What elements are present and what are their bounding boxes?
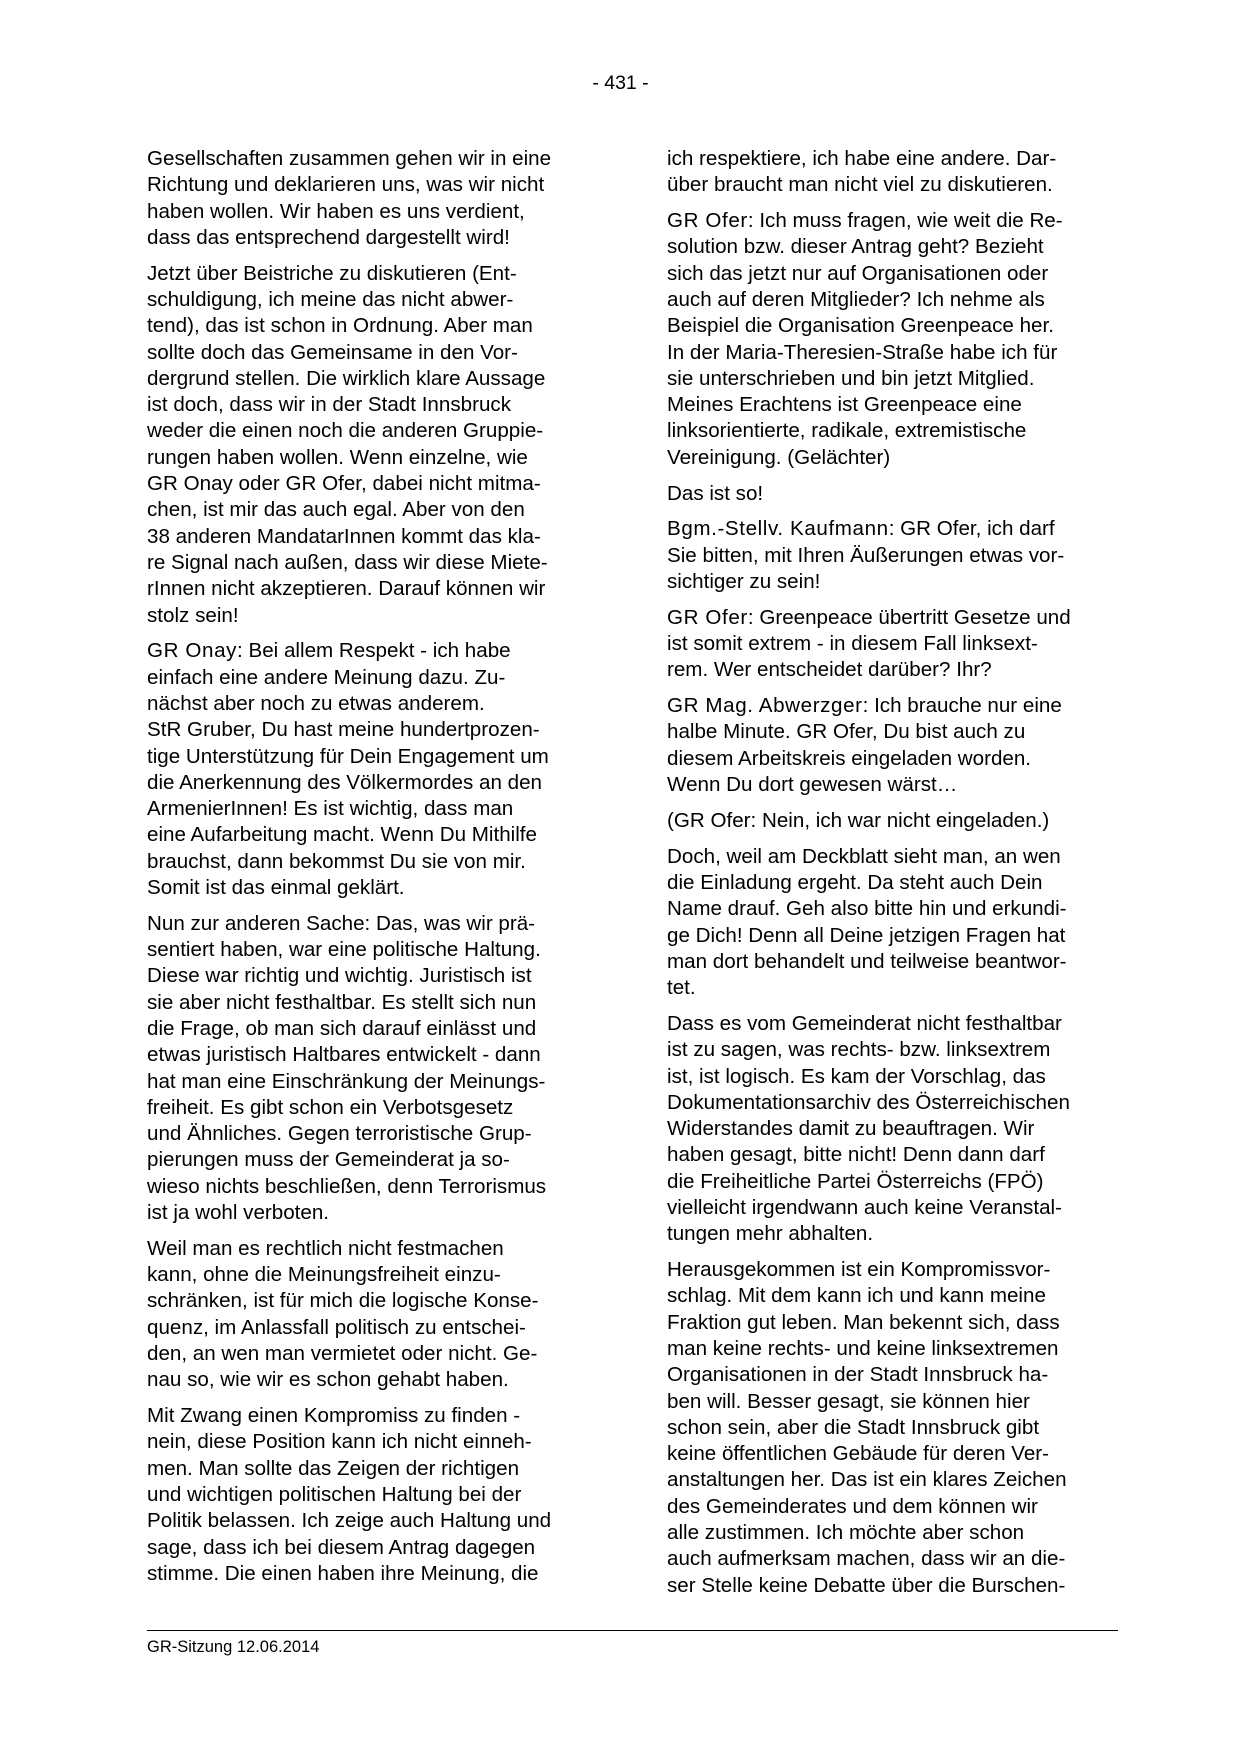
speech-text: : GR Ofer, ich darf Sie bitten, mit Ihren Äußerungen etwas vor- sichtiger zu sein! <box>667 517 1065 593</box>
speaker-paragraph <box>667 516 1119 595</box>
paragraph: Gesellschaften zusammen gehen wir in eine Richtung und deklarieren uns, was wir nicht haben wollen. Wir haben es uns verdient, dass das entsprechend dargestellt wird! <box>147 147 552 249</box>
speaker-paragraph <box>667 605 1119 684</box>
speech-text: : Bei allem Respekt - ich habe einfach eine andere Meinung dazu. Zu- nächst aber noch zu etwas anderem. StR Gruber, Du hast meine hundertprozen- tige Unterstützung für Dein Engagement um die Anerkennung des Völkermordes an den ArmenierInnen! Es ist wichtig, dass man eine Aufarbeitung macht. Wenn Du Mithilfe brauchst, dann bekommst Du sie von mir. Somit ist das einmal geklärt. <box>147 639 549 900</box>
paragraph: Jetzt über Beistriche zu diskutieren (Ent- schuldigung, ich meine das nicht abwer- tend), das ist schon in Ordnung. Aber man sollte doch das Gemeinsame in den Vor- dergrund stellen. Die wirklich klare Aussage ist doch, dass wir in der Stadt Innsbruck weder die einen noch die anderen Gruppie- rungen haben wollen. Wenn einzelne, wie GR Onay oder GR Ofer, dabei nicht mitma- chen, ist mir das auch egal. Aber von den 38 anderen MandatarInnen kommt das kla- re Signal nach außen, dass wir diese Miete- rInnen nicht akzeptieren. Darauf können wir stolz sein! <box>147 261 548 627</box>
speaker-name: GR Mag. Abwerzger <box>667 694 863 718</box>
speaker-name: Bgm.-Stellv. Kaufmann <box>667 517 889 541</box>
speech-text: : Ich brauche nur eine halbe Minute. GR Ofer, Du bist auch zu diesem Arbeitskreis eingeladen worden. Wenn Du dort gewesen wärst… <box>667 694 1062 797</box>
left-column <box>147 146 599 1597</box>
paragraph: Das ist so! <box>667 481 764 505</box>
paragraph: Doch, weil am Deckblatt sieht man, an wen die Einladung ergeht. Da steht auch Dein Name drauf. Geh also bitte hin und erkundi- ge Dich! Denn all Deine jetzigen Fragen hat man dort behandelt und teilweise beantwor- tet. <box>667 844 1067 1000</box>
interjection: (GR Ofer: Nein, ich war nicht eingeladen.) <box>667 808 1050 832</box>
speech-text: : Greenpeace übertritt Gesetze und ist somit extrem - in diesem Fall linksext- rem. Wer entscheidet darüber? Ihr? <box>667 605 1071 682</box>
speaker-paragraph <box>667 208 1119 471</box>
paragraph: ich respektiere, ich habe eine andere. Dar- über braucht man nicht viel zu diskutieren. <box>667 147 1057 197</box>
paragraph: Weil man es rechtlich nicht festmachen kann, ohne die Meinungsfreiheit einzu- schränken, ist für mich die logische Konse- quenz, im Anlassfall politisch zu entschei- den, an wen man vermietet oder nicht. Ge- nau so, wie wir es schon gehabt haben. <box>147 1236 539 1392</box>
page-number: - 431 - <box>592 72 649 94</box>
speaker-paragraph <box>147 638 599 901</box>
speaker-name: GR Onay <box>147 639 238 663</box>
speaker-name: GR Ofer <box>667 209 748 233</box>
right-column <box>667 146 1119 1608</box>
footer-divider <box>147 1630 1118 1631</box>
speaker-paragraph <box>667 693 1119 798</box>
paragraph: Mit Zwang einen Kompromiss zu finden - nein, diese Position kann ich nicht einneh- men. Man sollte das Zeigen der richtigen und wichtigen politischen Haltung bei der Politik belassen. Ich zeige auch Haltung und sage, dass ich bei diesem Antrag dagegen stimme. Die einen haben ihre Meinung, die <box>147 1404 552 1585</box>
speaker-name: GR Ofer <box>667 605 748 629</box>
paragraph: Dass es vom Gemeinderat nicht festhaltbar ist zu sagen, was rechts- bzw. linksextrem ist, ist logisch. Es kam der Vorschlag, das Dokumentationsarchiv des Österreichischen Widerstandes damit zu beauftragen. Wir haben gesagt, bitte nicht! Denn dann darf die Freiheitliche Partei Österreichs (FPÖ) vielleicht irgendwann auch keine Veranstal- tungen mehr abhalten. <box>667 1011 1070 1246</box>
paragraph: Herausgekommen ist ein Kompromissvor- schlag. Mit dem kann ich und kann meine Fraktion gut leben. Man bekennt sich, dass man keine rechts- und keine linksextremen Organisationen in der Stadt Innsbruck ha- ben will. Besser gesagt, sie können hier schon sein, aber die Stadt Innsbruck gibt keine öffentlichen Gebäude für deren Ver- anstaltungen her. Das ist ein klares Zeichen des Gemeinderates und dem können wir alle zustimmen. Ich möchte aber schon auch aufmerksam machen, dass wir an die- ser Stelle keine Debatte über die Burschen- <box>667 1258 1067 1597</box>
speech-text: : Ich muss fragen, wie weit die Re- solution bzw. dieser Antrag geht? Bezieht sich das jetzt nur auf Organisationen oder auch auf deren Mitglieder? Ich nehme als Beispiel die Organisation Greenpeace her. In der Maria-Theresien-Straße habe ich für sie unterschrieben und bin jetzt Mitglied. Meines Erachtens ist Greenpeace eine linksorientierte, radikale, extremistische Vereinigung. (Gelächter) <box>667 209 1063 469</box>
footer-session-date: GR-Sitzung 12.06.2014 <box>147 1638 320 1656</box>
paragraph: Nun zur anderen Sache: Das, was wir prä- sentiert haben, war eine politische Haltung. Diese war richtig und wichtig. Juristisch ist sie aber nicht festhaltbar. Es stellt sich nun die Frage, ob man sich darauf einlässt und etwas juristisch Haltbares entwickelt - dann hat man eine Einschränkung der Meinungs- freiheit. Es gibt schon ein Verbotsgesetz und Ähnliches. Gegen terroristische Grup- pierungen muss der Gemeinderat ja so- wieso nichts beschließen, denn Terrorismus ist ja wohl verboten. <box>147 911 547 1225</box>
